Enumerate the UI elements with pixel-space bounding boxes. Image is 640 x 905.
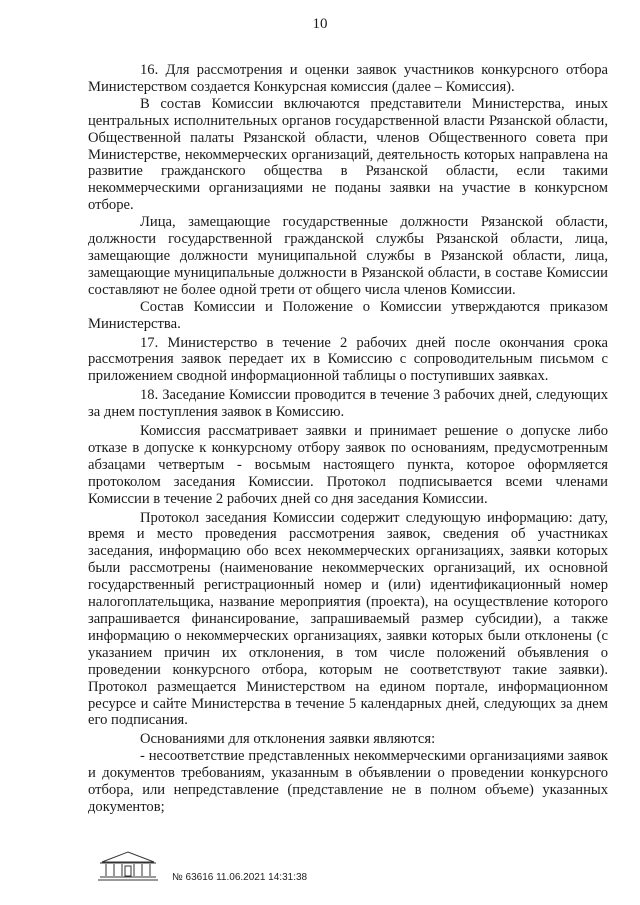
paragraph-commission-composition: В состав Комиссии включаются представители Министерства, иных центральных исполнительных органов государственной власти Рязанской области, Общественной палаты Рязанской области, членов Общественного совета при Министерстве, некоммерческих организаций, деятельность которых направлена на развитие гражданского общества в Рязанской области, если такими некоммерческими организациями не поданы заявки на участие в конкурсном отборе. [88, 95, 608, 214]
government-building-icon [96, 848, 160, 884]
paragraph-commission-approval: Состав Комиссии и Положение о Комиссии утверждаются приказом Министерства. [88, 298, 608, 332]
paragraph-admission-decision: Комиссия рассматривает заявки и принимает решение о допуске либо отказе в допуске к конкурсному отбору заявок по основаниям, предусмотренным абзацами четвертым - восьмым настоящего пункта, которое оформляется протоколом заседания Комиссии. Протокол подписывается всеми членами Комиссии в течение 2 рабочих дней со дня заседания Комиссии. [88, 423, 608, 507]
paragraph-protocol-contents: Протокол заседания Комиссии содержит следующую информацию: дату, время и место проведения рассмотрения заявок, сведения об участниках заседания, информацию обо всех некоммерческих организациях, заявки которых были рассмотрены (наименование некоммерческих организаций, их основной государственный регистрационный номер и (или) идентификационный номер налогоплательщика, название мероприятия (проекта), на осуществление которого запрашивается финансирование, запрашиваемый размер субсидии), а также информацию о некоммерческих организациях, заявки которых были отклонены (с указанием причин их отклонения, в том числе положений объявления о проведении конкурсного отбора, которым не соответствуют такие заявки). Протокол размещается Министерством на едином портале, информационном ресурсе и сайте Министерства в течение 5 календарных дней, следующих за днем его подписания. [88, 509, 608, 729]
paragraph-17: 17. Министерство в течение 2 рабочих дней после окончания срока рассмотрения заявок передает их в Комиссию с сопроводительным письмом с приложением сводной информационной таблицы о поступивших заявках. [88, 334, 608, 385]
paragraph-officials-limit: Лица, замещающие государственные должности Рязанской области, должности государственной гражданской службы Рязанской области, лица, замещающие должности муниципальной службы в Рязанской области, лица, замещающие муниципальные должности в Рязанской области, в составе Комиссии составляют не более одной трети от общего числа членов Комиссии. [88, 214, 608, 298]
paragraph-16: 16. Для рассмотрения и оценки заявок участников конкурсного отбора Министерством создается Конкурсная комиссия (далее – Комиссия). [88, 62, 608, 95]
document-registration-stamp: № 63616 11.06.2021 14:31:38 [172, 872, 308, 883]
document-footer [96, 848, 396, 892]
paragraph-rejection-grounds: Основаниями для отклонения заявки являются: [140, 731, 436, 748]
paragraph-rejection-item-1: - несоответствие представленных некоммерческими организациями заявок и документов требованиям, указанным в объявлении о проведении конкурсного отбора, или непредставление (представление не в полном объеме) указанных документов; [88, 748, 608, 815]
paragraph-18: 18. Заседание Комиссии проводится в течение 3 рабочих дней, следующих за днем поступления заявок в Комиссию. [88, 387, 608, 421]
page-number: 10 [312, 16, 328, 32]
document-body [88, 62, 608, 816]
